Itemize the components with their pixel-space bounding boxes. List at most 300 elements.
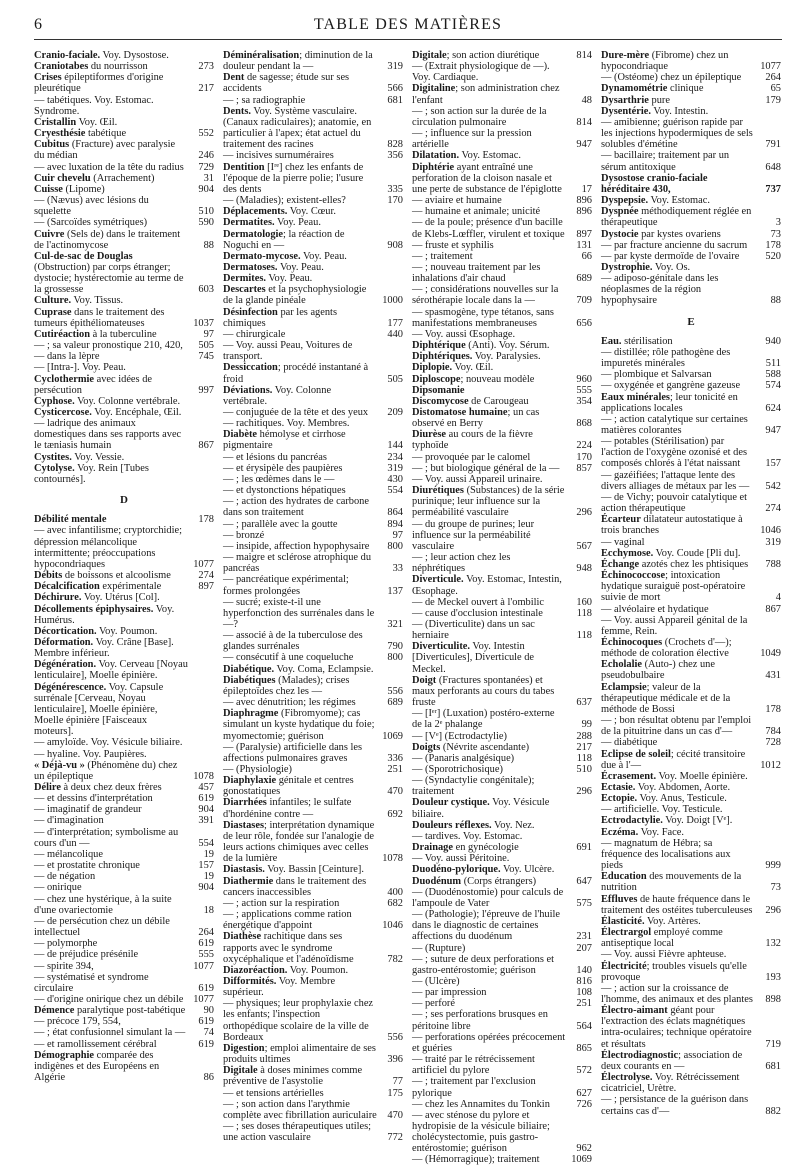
entry-text [34,396,188,407]
entry-text [34,871,188,882]
index-entry [601,240,781,251]
entry-heading: Cyphose. [34,395,75,407]
entry-heading: Diaphylaxie [223,775,277,787]
entry-heading: Douleurs réflexes. [412,819,492,831]
entry-description: (Arrachement) [90,172,155,184]
entry-text [601,117,755,150]
entry-page-number: 430 [387,473,403,485]
entry-page-number: 1037 [193,317,214,329]
entry-description: Voy. Cœur. [287,206,336,218]
entry-page-number: 273 [198,61,214,73]
entry-description: avec idées de persécution [34,373,152,396]
entry-text [412,608,566,619]
entry-text [34,295,188,306]
entry-page-number: 234 [387,451,403,463]
index-entry [223,876,403,898]
entry-page-number: 1077 [193,558,214,570]
entry-description: — ; traitement [412,250,473,262]
index-entry [601,150,781,172]
index-entry [223,362,403,384]
index-entry [412,775,592,797]
index-entry [223,1088,403,1099]
entry-page-number: 790 [387,641,403,653]
entry-description: — par impression [412,987,487,999]
entry-description: et la psychophysiologie de la glande pinéale [223,284,367,307]
entry-description: Voy. Vésicule biliaire. [412,797,550,820]
index-entry [223,106,403,117]
index-entry [601,369,781,380]
entry-page-number: 457 [198,782,214,793]
index-entry [223,1121,403,1143]
entry-page-number: 3 [775,217,781,229]
entry-text [34,95,188,117]
entry-description: — ; leur action chez les néphrétiques [412,552,511,575]
entry-heading: Dysarthrie [601,94,649,106]
entry-text [223,775,377,797]
entry-text [412,775,566,797]
entry-text [412,1009,566,1031]
index-entry [34,626,214,637]
index-entry [34,295,214,306]
entry-text [223,820,377,865]
entry-description: — [Iᵉʳ] (Luxation) postéro-externe de la 2ᵉ phalange [412,708,555,731]
entry-text [223,898,377,909]
entry-description: de haute fréquence dans le traitement des ostéites tuberculeuses [601,893,753,916]
entry-page-number: 648 [765,161,781,173]
index-entry [412,374,592,385]
index-entry [412,887,592,909]
entry-page-number: 816 [576,975,592,987]
entry-page-number: 791 [765,139,781,151]
index-entry [601,380,781,391]
entry-heading: Cuivre [34,228,65,240]
entry-description: ; procédé instantané à froid [223,362,369,385]
entry-description: Voy. Moelle épinière. [656,770,748,782]
entry-page-number: 624 [765,402,781,414]
entry-page-number: 728 [765,737,781,749]
entry-description: ; nouveau modèle [460,373,535,385]
index-entry [412,842,592,853]
entry-text [412,463,566,474]
entry-page-number: 782 [387,953,403,965]
entry-page-number: 564 [576,1020,592,1032]
entry-text [34,195,188,217]
index-entry [601,916,781,927]
entry-text [601,804,755,815]
entry-heading: Diplopie. [412,362,453,374]
entry-page-number: 97 [203,328,214,340]
entry-page-number: 319 [387,61,403,73]
index-entry [601,771,781,782]
entry-heading: Dessiccation [223,362,278,374]
entry-heading: Doigt [412,674,437,686]
entry-description: (Corps étrangers) [461,875,537,887]
index-entry [223,864,403,875]
index-column-1 [34,50,214,1084]
entry-text [34,128,188,139]
entry-description: Voy. Paralysies. [472,351,541,363]
index-entry [601,559,781,570]
entry-text [601,771,755,782]
index-entry [34,882,214,893]
entry-page-number: 1077 [760,61,781,73]
index-entry [34,1016,214,1027]
index-entry [34,396,214,407]
entry-text [34,307,188,329]
entry-text [223,519,377,530]
index-entry [412,362,592,373]
entry-page-number: 132 [765,938,781,950]
entry-heading: Dermatologie [223,228,284,240]
entry-description: — associé à de la tuberculose des glandes surrénales [223,630,363,653]
index-entry [601,173,781,195]
entry-description: de boissons et alcoolisme [62,570,171,582]
entry-page-number: 74 [203,1027,214,1039]
index-entry [601,1094,781,1116]
entry-heading: Difformités. [223,975,277,987]
entry-description: des mouvements de la nutrition [601,871,742,894]
entry-heading: Diploscope [412,373,461,385]
entry-heading: Douleur cystique. [412,797,490,809]
index-entry [223,273,403,284]
entry-description: Voy. Peau. [300,250,347,262]
entry-description: dilatateur autostatique à trois branches [601,514,743,537]
entry-text [412,284,566,306]
entry-page-number: 904 [198,804,214,816]
index-entry [601,95,781,106]
entry-description: — systématisé et syndrome circulaire [34,971,149,994]
entry-description: — avec dénutrition; les régimes [223,697,356,709]
entry-description: ; intoxication hydatique suraiguë post-opératoire suivie de mort [601,570,746,604]
entry-description: — et érysipèle des paupières [223,462,343,474]
entry-text [34,217,188,228]
entry-text [34,61,188,72]
entry-text [34,72,188,94]
entry-text [223,273,377,284]
index-entry [223,965,403,976]
entry-text [412,61,566,83]
entry-description: — ; son action dans l'arythmie complète avec fibrillation auriculaire [223,1098,377,1121]
index-entry [412,1099,592,1110]
index-entry [223,72,403,94]
index-entry [412,150,592,161]
index-entry [601,961,781,983]
entry-page-number: 904 [198,183,214,195]
entry-text [34,407,188,418]
entry-description: (Fractures spontanées) et maux perforants au cours du tabes fruste [412,674,555,709]
index-entry [601,262,781,273]
entry-page-number: 90 [203,1005,214,1017]
entry-text [412,307,566,329]
entry-text [34,251,188,296]
entry-page-number: 505 [387,373,403,385]
entry-text [34,737,188,748]
index-entry [223,652,403,663]
entry-text [601,380,755,391]
entry-description: — et dessins d'interprétation [34,793,153,805]
entry-text [601,262,755,273]
entry-heading: Eczéma. [601,826,639,838]
index-entry [601,50,781,72]
entry-page-number: 65 [770,83,781,95]
entry-page-number: 588 [765,369,781,381]
entry-page-number: 960 [576,373,592,385]
entry-heading: Électrolyse. [601,1072,653,1084]
entry-text [34,804,188,815]
index-entry [34,749,214,760]
index-entry [34,229,214,251]
entry-description: — ; ses perforations brusques en péritoine libre [412,1009,548,1032]
entry-page-number: 175 [387,1087,403,1099]
index-entry [412,251,592,262]
entry-text [223,72,377,94]
entry-page-number: 231 [576,931,592,943]
entry-page-number: 400 [387,886,403,898]
entry-text [223,876,377,898]
entry-text [223,50,377,72]
entry-description: ; valeur de la thérapeutique médicale et de la méthode de Bossi [601,681,731,715]
entry-text [412,764,566,775]
entry-text [223,909,377,931]
entry-text [412,429,566,451]
entry-page-number: 19 [203,871,214,883]
entry-text [601,659,755,681]
entry-heading: Diabétiques [223,674,276,686]
entry-description: — conjuguée de la tête et des yeux [223,407,369,418]
entry-text [223,1121,377,1143]
entry-page-number: 814 [576,116,592,128]
index-entry [223,519,403,530]
entry-page-number: 170 [387,195,403,207]
entry-page-number: 948 [576,563,592,575]
index-entry [223,530,403,541]
index-entry [601,195,781,206]
entry-page-number: 554 [387,485,403,497]
index-column-3 [412,50,592,1166]
entry-description: — ; les œdèmes dans le — [223,473,335,485]
index-entry [601,838,781,871]
entry-description: — ; but biologique général de la — [412,462,560,474]
entry-page-number: 144 [387,440,403,452]
entry-text [601,749,755,771]
entry-text [601,492,755,514]
entry-page-number: 656 [576,317,592,329]
entry-page-number: 814 [576,50,592,61]
index-entry [34,570,214,581]
entry-description: (Auto-) chez une pseudobulbaire [601,659,715,682]
entry-page-number: 897 [576,228,592,240]
entry-page-number: 689 [387,697,403,709]
entry-page-number: 1012 [760,759,781,771]
entry-description: — et dystonctions hépatiques [223,485,346,497]
entry-description: par les agents chimiques [223,306,337,329]
entry-text [412,362,566,373]
entry-text [223,630,377,652]
entry-text [601,604,755,615]
entry-page-number: 556 [387,685,403,697]
entry-text [34,1039,188,1050]
entry-description: Voy. Poumon. [287,964,349,976]
entry-text [34,760,188,782]
entry-description: Voy. Encéphale, Œil. [91,407,182,418]
entry-description: — ; action sur la croissance de l'homme, des animaux et des plantes [601,982,753,1005]
entry-heading: Électrodiagnostic [601,1049,679,1061]
entry-page-number: 510 [198,206,214,218]
entry-heading: Cubitus [34,139,70,151]
entry-description: — de persécution chez un débile intellectuel [34,915,170,939]
entry-heading: Dure-mère [601,50,650,61]
entry-text [34,916,188,938]
entry-page-number: 1069 [571,1154,592,1166]
entry-page-number: 193 [765,971,781,983]
index-entry [601,537,781,548]
entry-description: — consécutif à une coqueluche [223,652,354,664]
index-entry [412,83,592,105]
entry-text [223,418,377,429]
entry-text [412,262,566,284]
entry-page-number: 554 [198,837,214,849]
entry-page-number: 178 [765,703,781,715]
entry-description: Voy. Cerveau [Noyau lenticulaire], Moelle épinière. [34,659,188,682]
entry-text [412,1154,566,1165]
entry-description: (Fracture) avec paralysie du médian [34,139,176,162]
entry-page-number: 33 [392,563,403,575]
entry-heading: Cranio-faciale. [34,50,101,61]
index-entry [601,1005,781,1050]
entry-description: — Voy. aussi Œsophage. [412,328,516,340]
entry-description: Voy. Peau. [265,273,313,285]
entry-description: ; association de deux courants en — [601,1049,743,1072]
entry-text [223,117,377,150]
index-entry [223,541,403,552]
entry-heading: Eclipse de soleil [601,748,671,760]
entry-page-number: 177 [387,317,403,329]
entry-page-number: 1078 [382,853,403,865]
entry-text [601,871,755,893]
index-entry [412,864,592,875]
entry-description: ; interprétation dynamique de leur rôle, fondée sur l'analogie de leurs actions chimiques avec celles de la lumière [223,819,375,865]
index-entry [412,284,592,306]
entry-text [412,485,566,518]
entry-description: — ; nouveau traitement par les inhalations d'air chaud [412,261,541,285]
index-entry [34,1039,214,1050]
index-entry [601,1072,781,1094]
index-entry [412,831,592,842]
index-entry [412,307,592,329]
entry-description: — vaginal [601,536,645,548]
entry-page-number: 681 [387,94,403,106]
entry-description: — avec sténose du pylore et hydropisie de la vésicule biliaire; cholécystectomie, puis gastro-entérostomie; guérison [412,1109,550,1155]
entry-page-number: 336 [387,752,403,764]
entry-heading: Cristallin [34,116,77,128]
index-entry [601,72,781,83]
entry-text [223,251,377,262]
index-entry [601,229,781,240]
index-entry [601,392,781,414]
entry-page-number: 335 [387,183,403,195]
entry-description: — d'imagination [34,815,104,827]
entry-description: par kystes ovariens [638,228,721,240]
entry-text [223,150,377,161]
entry-heading: Dégénération. [34,659,97,671]
entry-heading: Duodéno-pylorique. [412,864,501,876]
entry-description: Voy. Poumon. [96,625,158,637]
entry-page-number: 319 [387,462,403,474]
entry-text [601,83,755,94]
index-entry [412,206,592,217]
entry-heading: Électrargol [601,927,652,939]
entry-description: — ; bon résultat obtenu par l'emploi de la pituitrine dans un cas d'— [601,715,752,738]
entry-text [34,418,188,451]
index-entry [223,820,403,865]
entry-description: (Phénomène du) chez un épileptique [34,759,178,782]
index-columns [34,50,782,1166]
entry-text [34,1016,188,1027]
index-entry [34,514,214,525]
index-entry [601,749,781,771]
entry-page-number: 575 [576,897,592,909]
entry-description: — ; sa valeur pronostique 210, 420, [34,340,183,352]
index-entry [601,637,781,659]
entry-description: — (Ostéome) chez un épileptique [601,72,742,84]
entry-page-number: 1049 [760,648,781,660]
entry-heading: Dégénérescence. [34,681,107,693]
entry-heading: Échinococcose [601,570,666,582]
entry-heading: Dyspnée [601,206,639,218]
entry-text [223,284,377,306]
entry-page-number: 246 [198,150,214,162]
entry-heading: Dermatoses. [223,261,278,273]
entry-description: hémolyse et cirrhose pigmentaire [223,429,346,452]
index-entry [223,931,403,964]
entry-page-number: 572 [576,1065,592,1077]
entry-page-number: 356 [387,150,403,162]
entry-heading: Désinfection [223,306,278,318]
entry-text [412,820,566,831]
entry-page-number: 962 [576,1143,592,1155]
entry-description: — mélancolique [34,848,103,860]
entry-page-number: 73 [770,882,781,894]
index-entry [223,385,403,407]
entry-page-number: 784 [765,726,781,738]
entry-page-number: 745 [198,351,214,363]
entry-heading: Diastasis. [223,864,265,876]
index-entry [412,240,592,251]
entry-text [34,1005,188,1016]
index-entry [223,95,403,106]
entry-heading: Duodénum [412,875,462,887]
entry-text [34,815,188,826]
entry-text [412,597,566,608]
entry-description: Voy. Humérus. [34,603,175,626]
index-entry [223,764,403,775]
entry-text [412,128,566,150]
entry-heading: Élasticité. [601,915,645,927]
entry-description: ayant entraîné une perforation de la cloison nasale et une perte de substance de l'épiglotte [412,161,562,195]
index-entry [34,972,214,994]
entry-page-number: 66 [581,250,592,262]
entry-page-number: 440 [387,328,403,340]
entry-description: méthodiquement réglée en thérapeutique [601,206,752,229]
index-entry [223,217,403,228]
entry-description: — du groupe de purines; leur influence sur la perméabilité vasculaire [412,518,535,552]
index-entry [34,72,214,94]
entry-page-number: 682 [387,897,403,909]
entry-text [412,641,566,674]
entry-heading: Diphtérie [412,161,455,173]
entry-text [223,697,377,708]
entry-description: — (Rupture) [412,942,466,954]
